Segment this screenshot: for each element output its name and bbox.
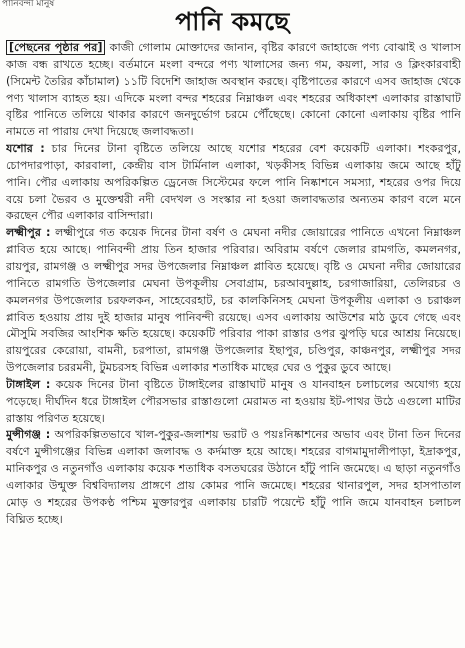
dateline: যশোর : bbox=[6, 142, 45, 156]
section-text: চার দিনের টানা বৃষ্টিতে তলিয়ে আছে যশোর শহরের বেশ কয়েকটি এলাকা। শংকরপুর, চোপদারপাড়া, কারবালা, কেন্দ্রীয় বাস টার্মিনাল এলাকা, খড়কীসহ বিভিন্ন এলাকায় জমে আছে হাঁটু পানি। পৌর এলাকায় অপরিকল্পিত ড্রেনেজ সিস্টেমের ফলে পানি নিষ্কাশনে সমস্যা, শহরের ওপর দিয়ে বয়ে চলা ভৈরব ও মুক্তেশ্বরী নদী বেদখল ও সংস্কার না হওয়া জলাবদ্ধতার অন্যতম কারণ বলে মনে করছেন পৌর এলাকার বাসিন্দারা। bbox=[6, 142, 461, 223]
lead-paragraph bbox=[6, 40, 461, 141]
section-text: কয়েক দিনের টানা বৃষ্টিতে টাঙ্গাইলের রাস্তাঘাট মানুষ ও যানবাহন চলাচলের অযোগ্য হয়ে পড়েছে। দীর্ঘদিন ধরে টাঙ্গাইল পৌরসভার রাস্তাগুলো মেরামত না হওয়ায় ইট-পাথর উঠে এগুলো মাটির রাস্তায় পরিণত হয়েছে। bbox=[6, 377, 461, 425]
section-text: লক্ষ্মীপুরে গত কয়েক দিনের টানা বর্ষণ ও মেঘনা নদীর জোয়ারের পানিতে এখনো নিম্নাঞ্চল প্লাবিত হয়ে আছে। পানিবন্দী প্রায় তিন হাজার পরিবার। অবিরাম বর্ষণে জেলার রামগতি, কমলনগর, রায়পুর, রামগঞ্জ ও লক্ষ্মীপুর সদর উপজেলার নিম্নাঞ্চল প্লাবিত হয়েছে। বৃষ্টি ও মেঘনা নদীর জোয়ারের পানিতে রামগতি উপজেলার মেঘনা উপকূলীয় সেবাগ্রাম, চরআবদুল্লাহ, চরগাজারিয়া, তেলিরচর ও কমলনগর উপজেলার চরফলকন, সাহেবেরহাট, চর কালকিনিসহ মেঘনা উপকূলীয় এলাকা ও চরাঞ্চল প্লাবিত হওয়ায় প্রায় দুই হাজার মানুষ পানিবন্দী রয়েছে। এসব এলাকায় আউশের মাঠ ডুবে গেছে এবং মৌসুমি সবজির আংশিক ক্ষতি হয়েছে। কয়েকটি পরিবার পাকা রাস্তার ওপর ঝুপড়ি ঘরে আশ্রয় নিয়েছে। রায়পুরের কেরোয়া, বামনী, চরপাতা, রামগঞ্জ উপজেলার ইছাপুর, চণ্ডিপুর, কাঞ্চনপুর, লক্ষ্মীপুর সদর উপজেলার চররমনী, টুমচরসহ বিভিন্ন এলাকার শতাধিক মাছের ঘের ও পুকুর ডুবে আছে। bbox=[6, 226, 461, 375]
article-body bbox=[6, 40, 461, 646]
dateline: মুন্সীগঞ্জ : bbox=[6, 428, 51, 442]
section-lakshmipur bbox=[6, 225, 461, 377]
section-tangail bbox=[6, 377, 461, 428]
section-munshiganj bbox=[6, 427, 461, 528]
section-jessore bbox=[6, 141, 461, 225]
clipped-previous-text: পানিবন্দী মানুষ bbox=[2, 0, 55, 9]
continued-from-label: [পেছনের পৃষ্ঠার পর] bbox=[6, 40, 105, 55]
lead-text: কাজী গোলাম মোক্তাদের জানান, বৃষ্টির কারণে জাহাজে পণ্য বোঝাই ও খালাস কাজ বন্ধ রাখতে হচ্ছে। বর্তমানে মংলা বন্দরে পণ্য খালাসের জন্য গম, কয়লা, সার ও ক্লিংকারবাহী (সিমেন্ট তৈরির কাঁচামাল) ১১টি বিদেশি জাহাজ অবস্থান করছে। বৃষ্টিপাতের কারণে এসব জাহাজ থেকে পণ্য খালাস ব্যাহত হয়। এদিকে মংলা বন্দর শহরের নিম্নাঞ্চল এবং শহরের অধিকাংশ এলাকার রাস্তাঘাট বৃষ্টির পানিতে তলিয়ে থাকার কারণে জনদুর্ভোগ চরমে পৌঁছেছে। কোনো কোনো এলাকায় বৃষ্টির পানি নামতে না পারায় দেখা দিয়েছে জলাবদ্ধতা। bbox=[6, 41, 461, 139]
headline: পানি কমছে bbox=[175, 7, 290, 36]
section-text: অপরিকল্পিতভাবে খাল-পুকুর-জলাশয় ভরাট ও পয়ঃনিষ্কাশনের অভাব এবং টানা তিন দিনের বর্ষণে মুন্সীগঞ্জের বিভিন্ন এলাকা জলাবদ্ধ ও কর্দমাক্ত হয়ে আছে। শহরের বাগমামুদালীপাড়া, ইদ্রাকপুর, মানিকপুর ও নতুনগাঁও এলাকায় কয়েক শতাধিক বসতঘরের উঠানে হাঁটু পানি জমেছে। এ ছাড়া নতুনগাঁও এলাকার উন্মুক্ত বিশ্ববিদ্যালয় প্রাঙ্গণে প্রায় কোমর পানি জমেছে। শহরের থানারপুল, সদর হাসপাতাল মোড় ও শহরের উপকণ্ঠ পশ্চিম মুক্তারপুর এলাকায় চারটি পয়েন্টে হাঁটু পানি জমে যানবাহন চলাচল বিঘ্নিত হচ্ছে। bbox=[6, 428, 461, 526]
dateline: টাঙ্গাইল : bbox=[6, 377, 51, 391]
dateline: লক্ষ্মীপুর : bbox=[6, 226, 51, 240]
